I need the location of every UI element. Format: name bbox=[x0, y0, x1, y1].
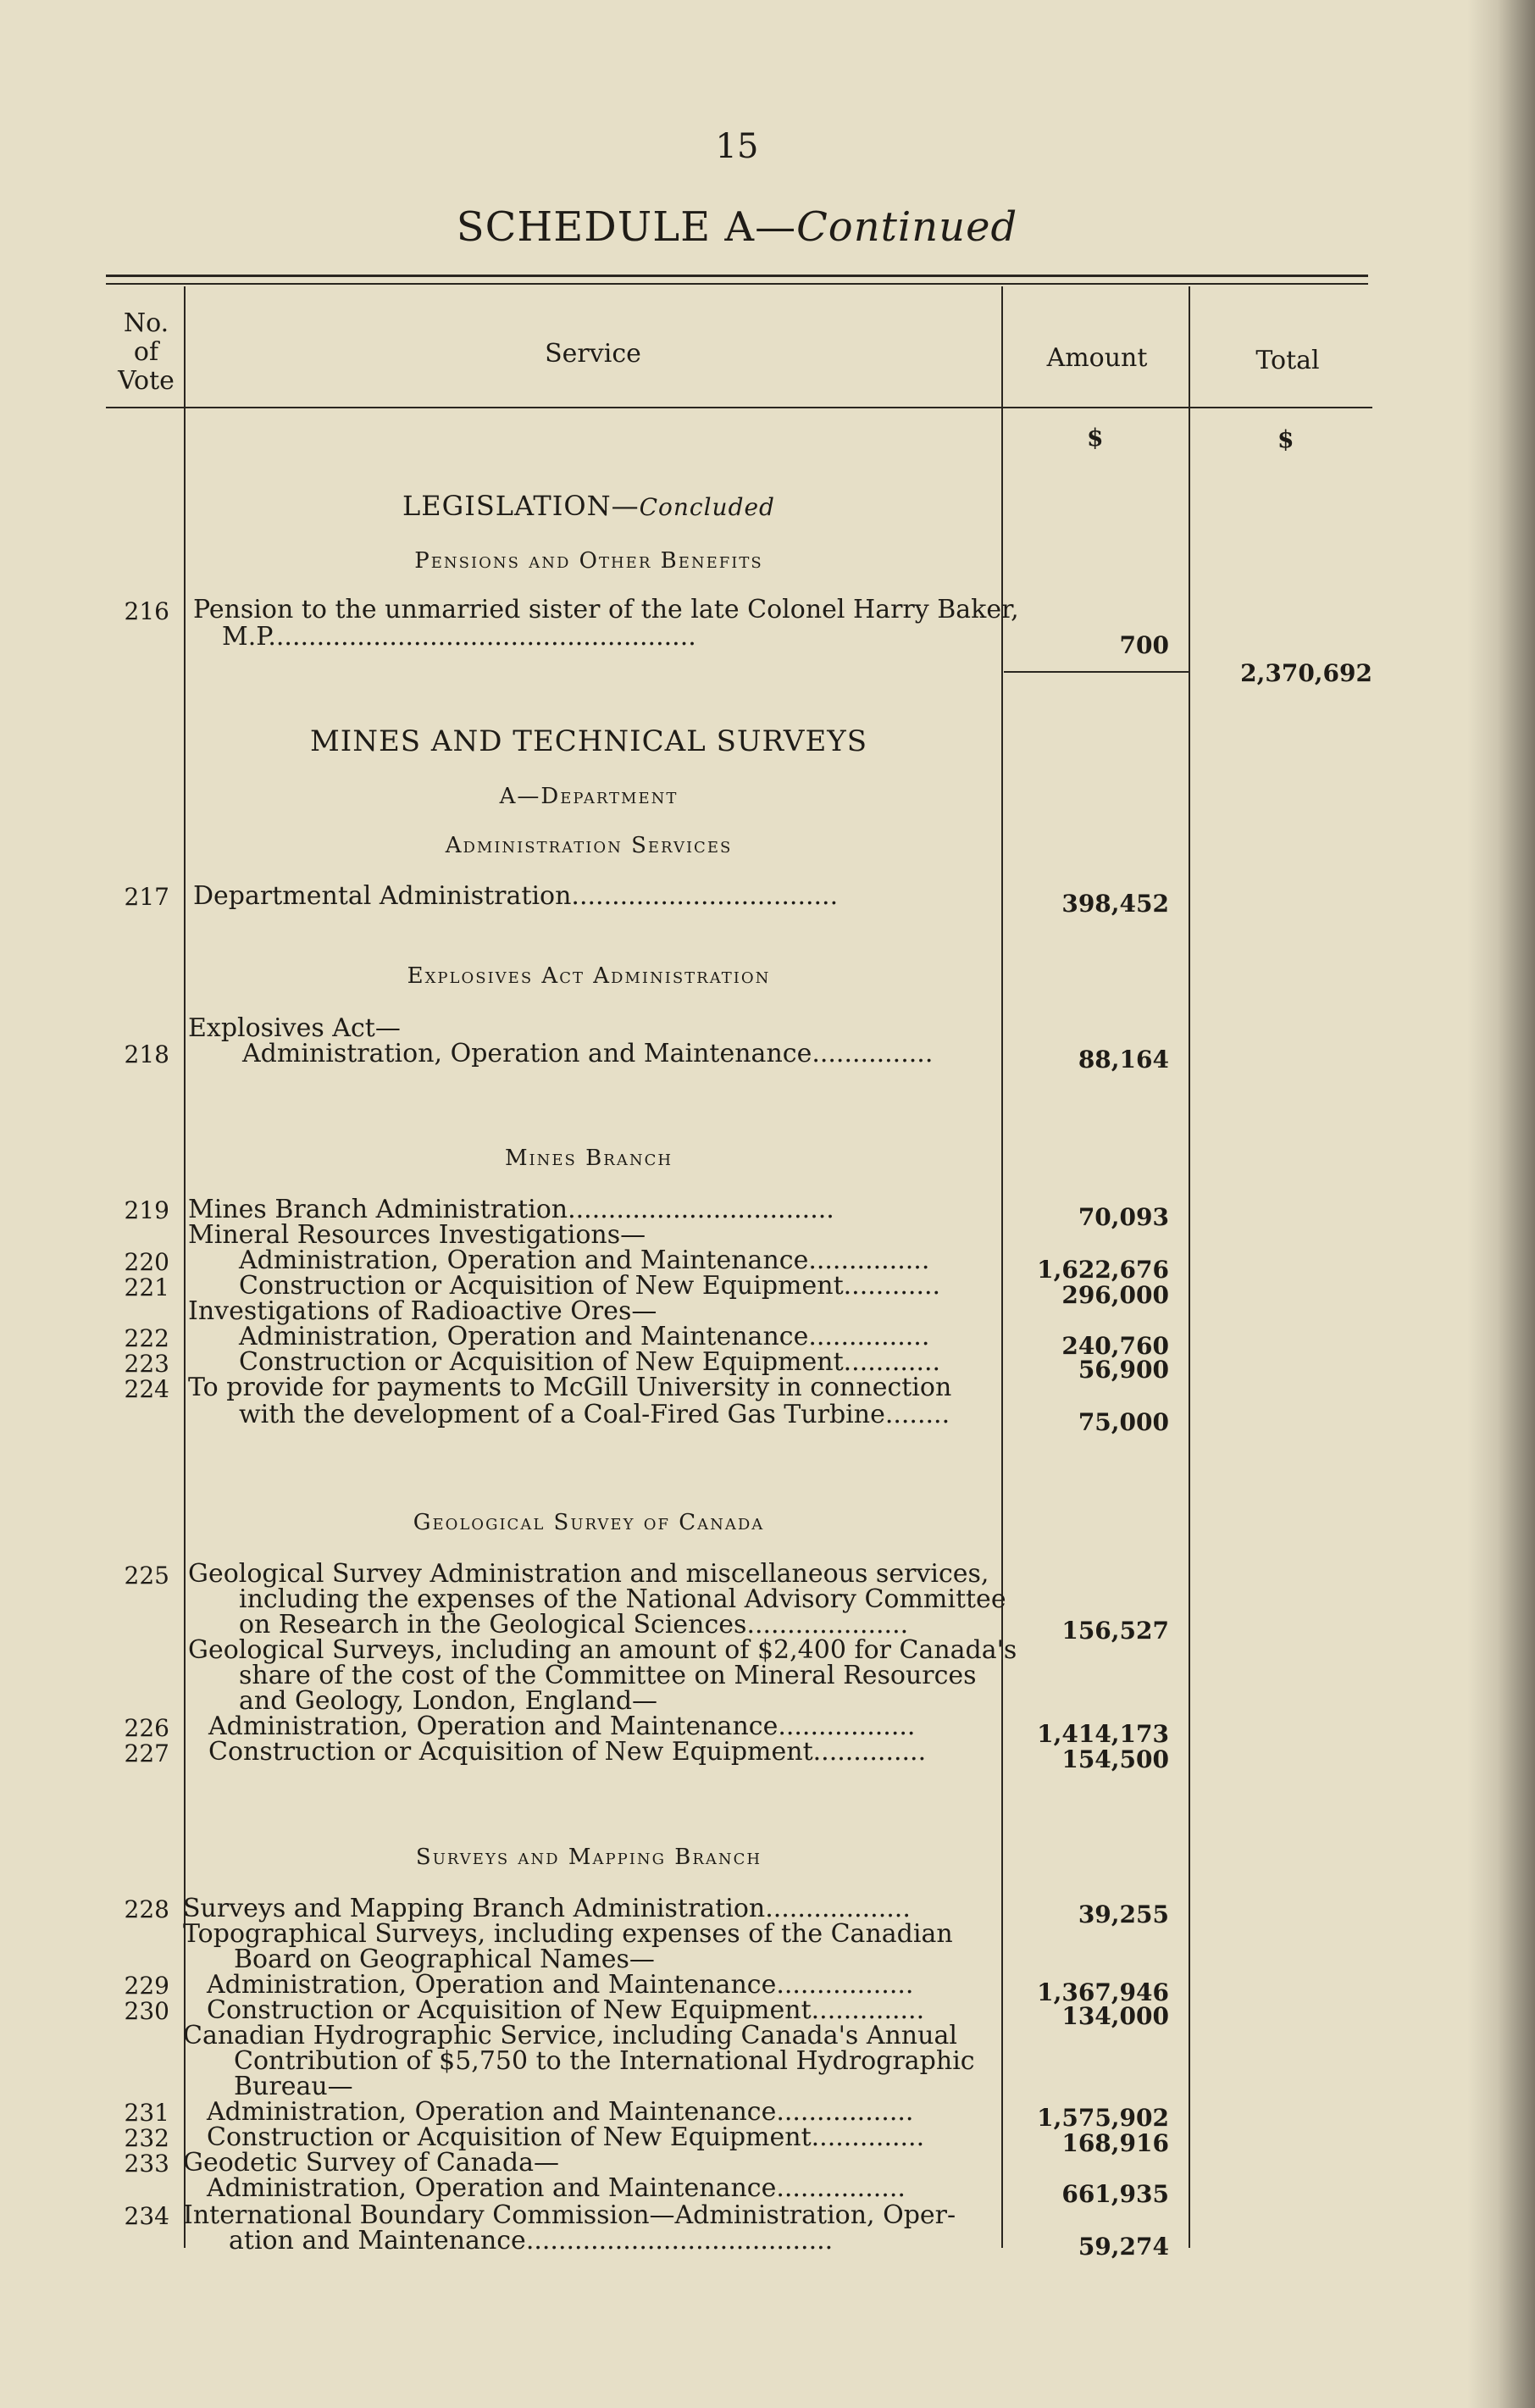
service-line: Mines Branch Administration................................. bbox=[188, 1195, 834, 1224]
amount-value: 56,900 bbox=[1078, 1356, 1169, 1384]
vote-number: 223 bbox=[124, 1350, 169, 1378]
amount-value: 39,255 bbox=[1078, 1900, 1169, 1928]
amount-value: 156,527 bbox=[1061, 1617, 1169, 1645]
vote-number: 220 bbox=[124, 1248, 169, 1276]
vote-number: 226 bbox=[124, 1714, 169, 1742]
vote-number: 225 bbox=[124, 1562, 169, 1590]
service-heading: Investigations of Radioactive Ores— bbox=[188, 1296, 657, 1326]
service-line: Administration, Operation and Maintenance................. bbox=[207, 1970, 914, 2000]
header-vote-of: of bbox=[133, 337, 159, 367]
subtotal-rule bbox=[1004, 671, 1189, 673]
service-heading: Geodetic Survey of Canada— bbox=[183, 2148, 559, 2178]
amount-value: 134,000 bbox=[1061, 2002, 1169, 2030]
schedule-title-continued: Continued bbox=[796, 203, 1018, 251]
section-legislation-title: LEGISLATION— bbox=[402, 490, 640, 522]
amount-value: 296,000 bbox=[1061, 1281, 1169, 1309]
header-service: Service bbox=[545, 339, 641, 369]
service-line: Topographical Surveys, including expenses of the Canadian bbox=[183, 1919, 953, 1949]
amount-value: 1,622,676 bbox=[1037, 1256, 1169, 1284]
subsection-department: A—Department bbox=[499, 784, 679, 809]
amount-value: 70,093 bbox=[1078, 1203, 1169, 1231]
service-line: Construction or Acquisition of New Equipment.............. bbox=[208, 1737, 927, 1767]
service-line: Construction or Acquisition of New Equipment.............. bbox=[207, 1995, 925, 2025]
column-rule-vote bbox=[184, 286, 186, 2248]
amount-value: 88,164 bbox=[1078, 1046, 1169, 1074]
service-line: Bureau— bbox=[234, 2072, 353, 2101]
subsection-geological-survey: Geological Survey of Canada bbox=[413, 1510, 765, 1535]
vote-number: 217 bbox=[124, 883, 169, 911]
vote-number: 233 bbox=[124, 2150, 169, 2178]
header-total: Total bbox=[1255, 346, 1320, 375]
vote-number: 219 bbox=[124, 1196, 169, 1224]
schedule-heading bbox=[0, 203, 1474, 251]
service-line: Administration, Operation and Maintenance................ bbox=[207, 2173, 906, 2203]
service-line: International Boundary Commission—Administration, Oper- bbox=[183, 2200, 956, 2230]
amount-value: 700 bbox=[1119, 631, 1169, 659]
service-line: on Research in the Geological Sciences.................... bbox=[239, 1610, 909, 1640]
service-line: Departmental Administration................................. bbox=[193, 881, 839, 911]
amount-value: 75,000 bbox=[1078, 1408, 1169, 1436]
amount-currency-symbol: $ bbox=[1087, 424, 1104, 452]
service-line: Surveys and Mapping Branch Administration.................. bbox=[183, 1894, 911, 1923]
amount-value: 1,414,173 bbox=[1037, 1720, 1169, 1748]
total-currency-symbol: $ bbox=[1277, 425, 1294, 453]
vote-number: 231 bbox=[124, 2099, 169, 2127]
service-line: Administration, Operation and Maintenance................. bbox=[207, 2097, 914, 2127]
vote-number: 227 bbox=[124, 1739, 169, 1767]
column-rule-service bbox=[1001, 286, 1003, 2248]
amount-value: 398,452 bbox=[1061, 890, 1169, 918]
amount-value: 661,935 bbox=[1061, 2180, 1169, 2208]
vote-number: 218 bbox=[124, 1040, 169, 1068]
service-line: Board on Geographical Names— bbox=[234, 1945, 655, 1974]
header-vote-vote: Vote bbox=[118, 366, 175, 396]
section-mines-technical-surveys: MINES AND TECHNICAL SURVEYS bbox=[309, 724, 868, 758]
header-bottom-rule bbox=[106, 407, 1372, 408]
amount-value: 240,760 bbox=[1061, 1332, 1169, 1360]
service-line: Contribution of $5,750 to the International Hydrographic bbox=[234, 2046, 975, 2076]
service-line: Administration, Operation and Maintenance............... bbox=[239, 1246, 930, 1275]
vote-number: 229 bbox=[124, 1972, 169, 2000]
service-line: Geological Surveys, including an amount of $2,400 for Canada's bbox=[188, 1635, 1017, 1665]
vote-number: 234 bbox=[124, 2202, 169, 2230]
service-line: ation and Maintenance...................................... bbox=[229, 2226, 834, 2255]
column-rule-amount bbox=[1189, 286, 1190, 2248]
amount-value: 168,916 bbox=[1061, 2129, 1169, 2157]
vote-number: 228 bbox=[124, 1895, 169, 1923]
vote-number: 232 bbox=[124, 2124, 169, 2152]
subsection-pensions: Pensions and Other Benefits bbox=[414, 548, 763, 574]
table-top-rule bbox=[106, 275, 1368, 277]
service-line: Canadian Hydrographic Service, including Canada's Annual bbox=[183, 2021, 957, 2050]
service-line: and Geology, London, England— bbox=[239, 1686, 658, 1716]
service-line: Construction or Acquisition of New Equipment............ bbox=[239, 1271, 941, 1301]
subsection-admin-services: Administration Services bbox=[445, 833, 733, 858]
section-legislation-concluded: Concluded bbox=[639, 493, 775, 521]
header-vote-no: No. bbox=[123, 308, 169, 338]
schedule-title: SCHEDULE A— bbox=[456, 203, 797, 251]
service-line: Construction or Acquisition of New Equipment............ bbox=[239, 1347, 941, 1377]
table-top-rule-thin bbox=[106, 283, 1368, 285]
service-line: Geological Survey Administration and miscellaneous services, bbox=[188, 1559, 989, 1589]
amount-value: 1,575,902 bbox=[1037, 2104, 1169, 2132]
page-number: 15 bbox=[715, 127, 759, 166]
service-line: including the expenses of the National Advisory Committee bbox=[239, 1584, 1006, 1614]
service-line: with the development of a Coal-Fired Gas Turbine........ bbox=[239, 1400, 950, 1429]
vote-number: 224 bbox=[124, 1375, 169, 1403]
amount-value: 154,500 bbox=[1061, 1745, 1169, 1773]
service-line: share of the cost of the Committee on Mineral Resources bbox=[239, 1661, 977, 1690]
subsection-mines-branch: Mines Branch bbox=[504, 1146, 673, 1171]
vote-number: 230 bbox=[124, 1997, 169, 2025]
header-vote-number bbox=[106, 309, 186, 396]
service-heading: Explosives Act— bbox=[188, 1013, 401, 1043]
subsection-explosives: Explosives Act Administration bbox=[407, 963, 771, 989]
vote-number: 221 bbox=[124, 1273, 169, 1301]
amount-value: 1,367,946 bbox=[1037, 1978, 1169, 2006]
service-line: Administration, Operation and Maintenance................. bbox=[208, 1712, 916, 1741]
service-line: Construction or Acquisition of New Equipment.............. bbox=[207, 2122, 925, 2152]
total-value: 2,370,692 bbox=[1240, 659, 1372, 687]
amount-value: 59,274 bbox=[1078, 2233, 1169, 2261]
service-line: Pension to the unmarried sister of the late Colonel Harry Baker, bbox=[193, 595, 1019, 624]
service-line: Administration, Operation and Maintenance............... bbox=[239, 1322, 930, 1351]
subsection-surveys-mapping: Surveys and Mapping Branch bbox=[415, 1845, 762, 1870]
service-line: To provide for payments to McGill University in connection bbox=[188, 1373, 952, 1402]
vote-number: 216 bbox=[124, 597, 169, 625]
service-heading: Mineral Resources Investigations— bbox=[188, 1220, 646, 1250]
service-line: Administration, Operation and Maintenance............... bbox=[242, 1039, 934, 1068]
section-legislation bbox=[186, 490, 991, 522]
service-line: M.P..................................................... bbox=[222, 622, 696, 652]
header-amount: Amount bbox=[1046, 343, 1148, 373]
vote-number: 222 bbox=[124, 1324, 169, 1352]
page-edge-shadow bbox=[1467, 0, 1535, 2408]
